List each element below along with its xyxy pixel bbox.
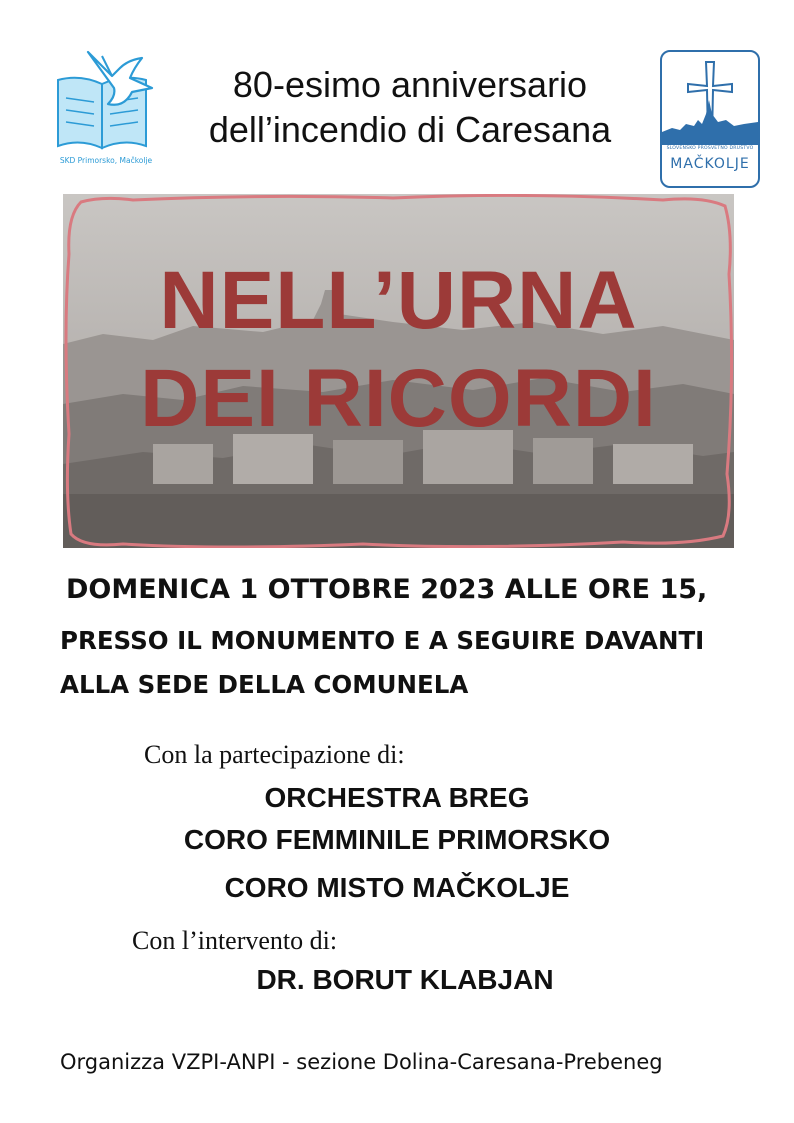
banner-title-line-1: NELL’URNA: [159, 255, 638, 346]
title-banner: [63, 194, 734, 548]
header-title-line-2: dell’incendio di Caresana: [208, 109, 612, 150]
spd-mackolje-logo: [660, 50, 760, 188]
book-dove-icon: [50, 48, 162, 156]
event-date-line: DOMENICA 1 OTTOBRE 2023 ALLE ORE 15,: [66, 574, 708, 605]
spd-logo-org-label: SLOVENSKO PROSVETNO DRUŠTVO: [666, 146, 754, 151]
intervention-intro: Con l’intervento di:: [132, 926, 338, 955]
organizer-line: Organizza VZPI-ANPI - sezione Dolina-Caresana-Prebeneg: [60, 1050, 663, 1074]
speaker-name: DR. BORUT KLABJAN: [256, 964, 554, 995]
event-place-line-2: ALLA SEDE DELLA COMUNELA: [60, 670, 469, 699]
event-place-line-1: PRESSO IL MONUMENTO E A SEGUIRE DAVANTI: [60, 626, 705, 655]
banner-title: [63, 252, 734, 448]
page-header-title: [160, 62, 660, 152]
skd-primorsko-logo: [50, 48, 162, 172]
skd-logo-caption: SKD Primorsko, Mačkolje: [59, 156, 153, 165]
header-title-line-1: 80-esimo anniversario: [232, 64, 588, 105]
banner-title-line-2: DEI RICORDI: [140, 353, 657, 444]
participation-intro: Con la partecipazione di:: [144, 740, 405, 769]
spd-logo-name: MAČKOLJE: [670, 156, 750, 172]
performer-item: CORO FEMMINILE PRIMORSKO: [183, 824, 611, 855]
performer-item: ORCHESTRA BREG: [264, 782, 530, 813]
performer-item: CORO MISTO MAČKOLJE: [224, 872, 570, 903]
